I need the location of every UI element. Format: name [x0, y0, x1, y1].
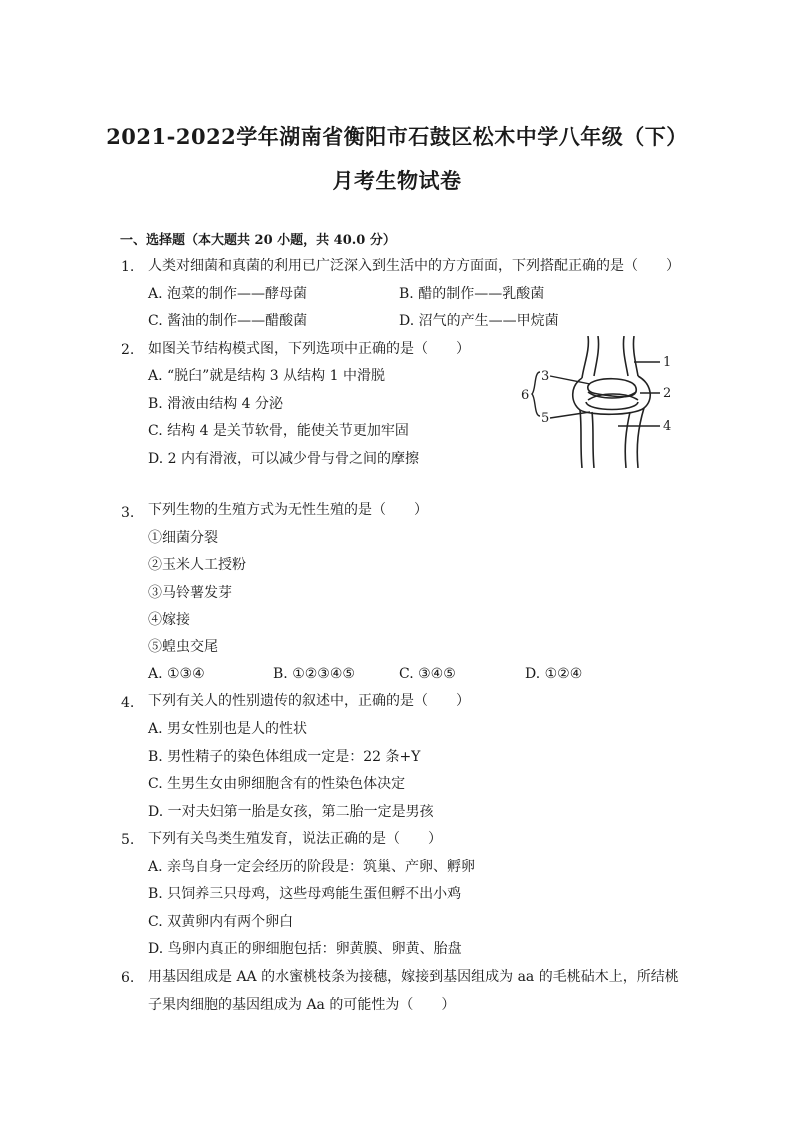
question-4-stem: 下列有关人的性别遗传的叙述中，正确的是（ ） — [148, 693, 470, 709]
diagram-label-4: 4 — [663, 419, 672, 434]
question-4-option-c: C. 生男生女由卵细胞含有的性染色体决定 — [148, 776, 406, 792]
question-2-number: 2. — [121, 342, 135, 358]
question-2-stem: 如图关节结构模式图，下列选项中正确的是（ ） — [148, 341, 470, 357]
question-3-item-5: ⑤蝗虫交尾 — [148, 639, 218, 655]
question-4-option-b: B. 男性精子的染色体组成一定是：22 条+Y — [148, 749, 421, 765]
question-3-option-d: D. ①②④ — [525, 666, 583, 682]
question-1-option-a: A. 泡菜的制作——酵母菌 — [148, 286, 308, 302]
paper-title-line2: 月考生物试卷 — [332, 168, 462, 193]
question-5-number: 5. — [121, 832, 135, 848]
brace-6 — [532, 372, 540, 416]
question-3-item-2: ②玉米人工授粉 — [148, 557, 246, 573]
question-2-option-c: C. 结构 4 是关节软骨，能使关节更加牢固 — [148, 423, 409, 439]
question-2-option-a: A. “脱臼”就是结构 3 从结构 1 中滑脱 — [148, 368, 385, 384]
question-5-option-d: D. 鸟卵内真正的卵细胞包括：卵黄膜、卵黄、胎盘 — [148, 941, 462, 957]
question-3-item-3: ③马铃薯发芽 — [148, 585, 232, 601]
lower-bone-right-outline — [637, 408, 644, 468]
question-1-number: 1. — [121, 259, 135, 275]
question-4-option-a: A. 男女性别也是人的性状 — [148, 721, 308, 737]
question-4-option-d: D. 一对夫妇第一胎是女孩，第二胎一定是男孩 — [148, 804, 434, 820]
lower-bone-left-outline — [580, 410, 582, 468]
question-6-stem-line2: 子果肉细胞的基因组成为 Aa 的可能性为（ ） — [148, 997, 456, 1013]
pointer-5 — [550, 412, 590, 418]
question-2-option-b: B. 滑液由结构 4 分泌 — [148, 396, 283, 412]
question-3-item-4: ④嫁接 — [148, 612, 190, 628]
question-1-stem: 人类对细菌和真菌的利用已广泛深入到生活中的方方面面，下列搭配正确的是（ ） — [148, 258, 680, 274]
question-5-option-c: C. 双黄卵内有两个卵白 — [148, 914, 294, 930]
question-6-stem-line1: 用基因组成是 AA 的水蜜桃枝条为接穗，嫁接到基因组成为 aa 的毛桃砧木上，所结桃 — [148, 969, 679, 985]
question-1-option-d: D. 沼气的产生——甲烷菌 — [399, 313, 559, 329]
diagram-label-2: 2 — [663, 386, 672, 401]
question-2-option-d: D. 2 内有滑液，可以减少骨与骨之间的摩擦 — [148, 451, 419, 467]
question-3-option-c: C. ③④⑤ — [399, 666, 456, 682]
question-5-stem: 下列有关鸟类生殖发育，说法正确的是（ ） — [148, 831, 442, 847]
upper-bone-right-outline — [633, 336, 638, 376]
question-3-item-1: ①细菌分裂 — [148, 530, 218, 546]
diagram-label-6: 6 — [521, 388, 530, 403]
diagram-label-5: 5 — [541, 411, 550, 426]
question-3-number: 3. — [121, 505, 135, 521]
question-1-option-c: C. 酱油的制作——醋酸菌 — [148, 313, 308, 329]
question-3-stem: 下列生物的生殖方式为无性生殖的是（ ） — [148, 502, 428, 518]
question-4-number: 4. — [121, 695, 135, 711]
pointer-3 — [550, 376, 590, 384]
question-5-option-b: B. 只饲养三只母鸡，这些母鸡能生蛋但孵不出小鸡 — [148, 886, 462, 902]
diagram-label-3: 3 — [541, 369, 550, 384]
question-3-option-a: A. ①③④ — [148, 666, 205, 682]
question-3-option-b: B. ①②③④⑤ — [273, 666, 355, 682]
diagram-label-1: 1 — [663, 355, 672, 370]
question-6-number: 6. — [121, 970, 135, 986]
question-1-option-b: B. 醋的制作——乳酸菌 — [399, 286, 545, 302]
question-5-option-a: A. 亲鸟自身一定会经历的阶段是：筑巢、产卵、孵卵 — [148, 859, 476, 875]
upper-bone-left-outline — [582, 336, 588, 378]
joint-structure-diagram — [518, 336, 678, 468]
paper-title-line1: 2021-2022学年湖南省衡阳市石鼓区松木中学八年级（下） — [106, 124, 688, 149]
section-heading: 一、选择题（本大题共 20 小题，共 40.0 分） — [120, 233, 396, 248]
